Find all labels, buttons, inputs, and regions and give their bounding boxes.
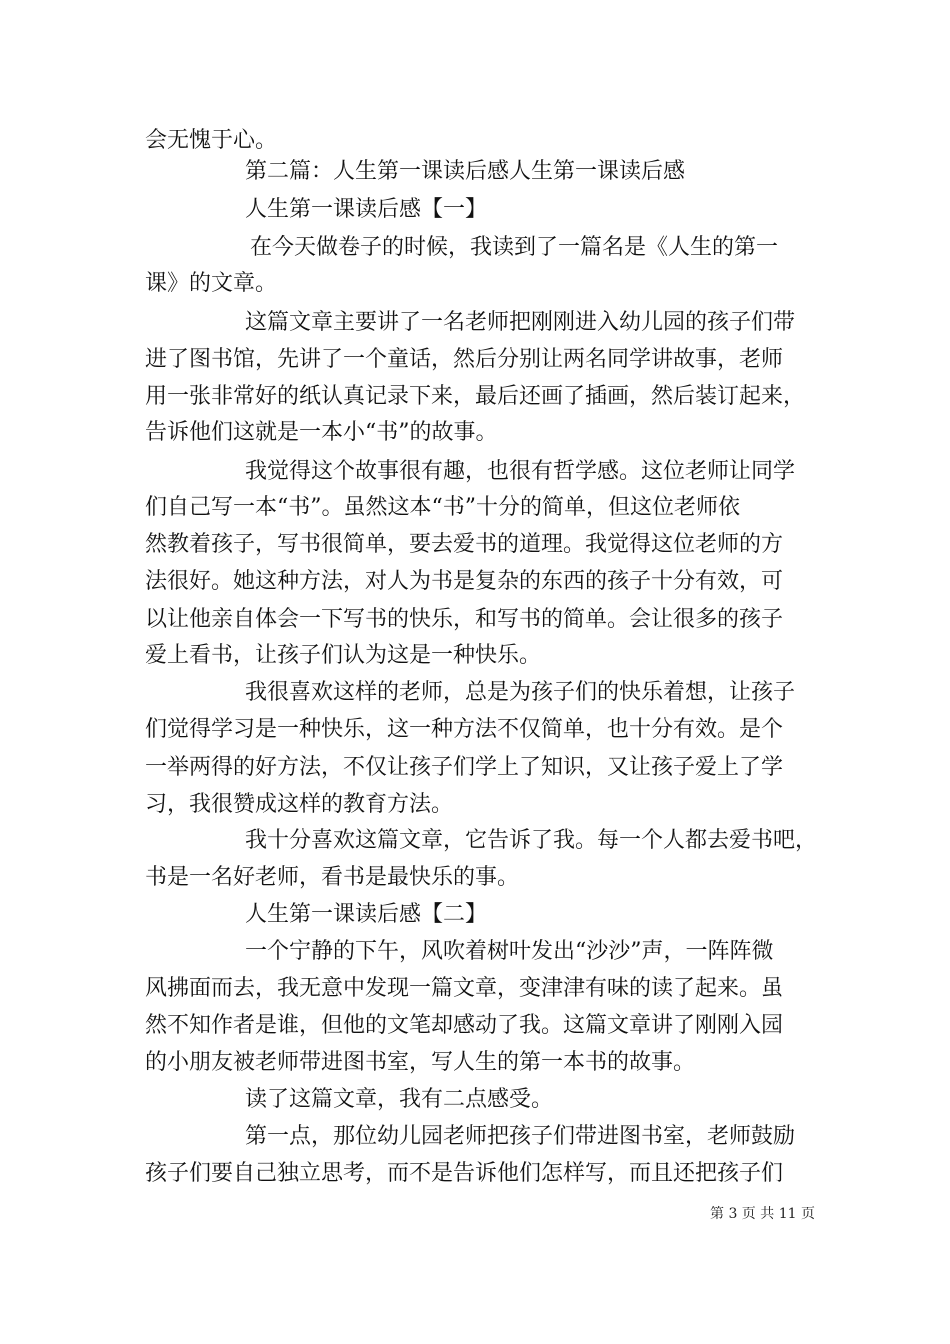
text-line: 风拂面而去，我无意中发现一篇文章，变津津有味的读了起来。虽 [145,976,784,1001]
text-line: 我十分喜欢这篇文章，它告诉了我。每一个人都去爱书吧， [245,828,818,853]
text-line: 会无愧于心。 [145,128,278,153]
text-line: 孩子们要自己独立思考，而不是告诉他们怎样写，而且还把孩子们 [145,1161,784,1186]
text-line: 我觉得这个故事很有趣，也很有哲学感。这位老师让同学 [245,459,796,484]
text-line: 然不知作者是谁，但他的文笔却感动了我。这篇文章讲了刚刚入园 [145,1013,784,1038]
text-line: 用一张非常好的纸认真记录下来，最后还画了插画，然后装订起来， [145,384,806,409]
text-line: 这篇文章主要讲了一名老师把刚刚进入幼儿园的孩子们带 [245,310,796,335]
text-line: 习，我很赞成这样的教育方法。 [145,792,454,817]
text-line: 课》的文章。 [145,271,278,296]
text-line: 们自己写一本“书”。虽然这本“书”十分的简单，但这位老师依 [145,495,740,520]
text-line: 以让他亲自体会一下写书的快乐，和写书的简单。会让很多的孩子 [145,607,784,632]
text-line: 告诉他们这就是一本小“书”的故事。 [145,420,498,445]
text-line: 然教着孩子，写书很简单，要去爱书的道理。我觉得这位老师的方 [145,532,784,557]
text-line: 书是一名好老师，看书是最快乐的事。 [145,865,520,890]
text-line: 一举两得的好方法，不仅让孩子们学上了知识，又让孩子爱上了学 [145,755,784,780]
text-line: 们觉得学习是一种快乐，这一种方法不仅简单，也十分有效。是个 [145,717,784,742]
text-line: 一个宁静的下午，风吹着树叶发出“沙沙”声，一阵阵微 [245,939,774,964]
text-line: 爱上看书，让孩子们认为这是一种快乐。 [145,643,542,668]
text-line: 的小朋友被老师带进图书室，写人生的第一本书的故事。 [145,1050,696,1075]
subsection-heading: 人生第一课读后感【一】 [245,197,488,222]
text-line: 读了这篇文章，我有二点感受。 [245,1087,554,1112]
subsection-heading: 人生第一课读后感【二】 [245,902,488,927]
text-line: 我很喜欢这样的老师，总是为孩子们的快乐着想，让孩子 [245,680,796,705]
text-line: 第一点，那位幼儿园老师把孩子们带进图书室，老师鼓励 [245,1124,796,1149]
text-line: 进了图书馆，先讲了一个童话，然后分别让两名同学讲故事，老师 [145,347,784,372]
text-line: 法很好。她这种方法，对人为书是复杂的东西的孩子十分有效，可 [145,569,784,594]
text-line: 在今天做卷子的时候，我读到了一篇名是《人生的第一 [250,235,779,260]
page-number: 第 3 页 共 11 页 [710,1206,815,1222]
section-heading: 第二篇：人生第一课读后感人生第一课读后感 [245,159,686,184]
